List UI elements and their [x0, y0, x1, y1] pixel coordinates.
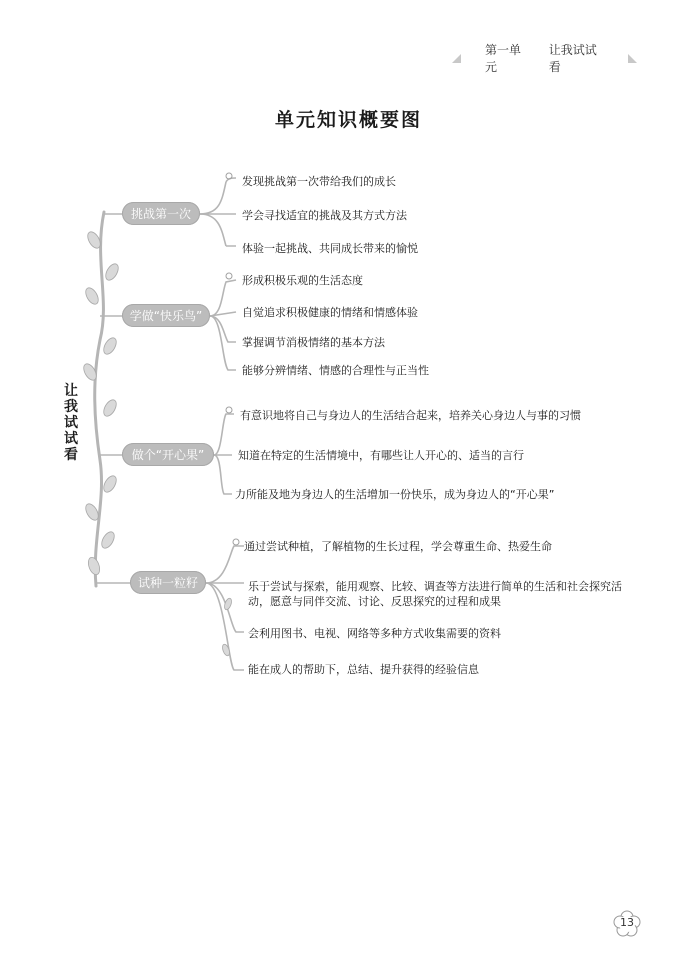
main-vine	[95, 212, 104, 586]
section-box-4: 试种一粒籽	[130, 571, 206, 594]
leaf-icon	[86, 556, 102, 576]
page-number: 13	[620, 916, 634, 929]
leaf-icon	[103, 262, 121, 283]
section-2-item-4: 能够分辨情绪、情感的合理性与正当性	[242, 364, 429, 377]
leaf-icon	[221, 643, 231, 656]
page-title: 单元知识概要图	[274, 109, 422, 131]
item-vine-4-4	[206, 583, 244, 670]
section-4-item-3: 会利用图书、电视、网络等多种方式收集需要的资料	[248, 627, 501, 640]
item-vine-3-1	[214, 414, 234, 455]
section-box-3: 做个“开心果”	[122, 443, 214, 466]
section-box-1: 挑战第一次	[122, 202, 200, 225]
item-vine-3-3	[214, 455, 232, 494]
leaf-icon	[83, 286, 101, 307]
item-vine-2-4	[210, 316, 236, 370]
curl-icon	[233, 539, 239, 545]
leaf-icon	[101, 398, 119, 419]
curl-icon	[226, 407, 232, 413]
item-vine-2-2	[210, 312, 236, 316]
section-3-item-2: 知道在特定的生活情境中，有哪些让人开心的、适当的言行	[238, 449, 524, 462]
item-vine-2-3	[210, 316, 236, 342]
header-unit: 第一单元	[485, 43, 522, 74]
leaf-icon	[101, 474, 119, 495]
section-2-item-2: 自觉追求积极健康的情绪和情感体验	[242, 306, 418, 319]
leaf-icon	[101, 336, 119, 357]
section-3-item-1: 有意识地将自己与身边人的生活结合起来，培养关心身边人与事的习惯	[240, 409, 581, 422]
section-3-item-3: 力所能及地为身边人的生活增加一份快乐，成为身边人的“开心果”	[235, 488, 555, 501]
item-vine-1-3	[200, 214, 236, 246]
section-1-item-1: 发现挑战第一次带给我们的成长	[242, 175, 396, 188]
section-1-item-3: 体验一起挑战、共同成长带来的愉悦	[242, 242, 418, 255]
section-1-item-2: 学会寻找适宜的挑战及其方式方法	[242, 209, 407, 222]
section-4-item-1: 通过尝试种植，了解植物的生长过程，学会尊重生命、热爱生命	[244, 540, 552, 553]
item-vine-4-1	[206, 546, 244, 583]
section-box-2: 学做“快乐鸟”	[122, 304, 210, 327]
section-2-item-3: 掌握调节消极情绪的基本方法	[242, 336, 385, 349]
item-vine-2-1	[210, 280, 236, 316]
leaf-icon	[99, 530, 117, 551]
section-4-item-2: 乐于尝试与探索，能用观察、比较、调查等方法进行简单的生活和社会探究活动，愿意与同伴交流、讨论、反思探究的过程和成果	[248, 580, 622, 608]
section-2-item-1: 形成积极乐观的生活态度	[242, 274, 363, 287]
section-4-item-4: 能在成人的帮助下，总结、提升获得的经验信息	[248, 663, 479, 676]
root-label: 让 我 试 试 看	[64, 383, 78, 463]
curl-icon	[226, 273, 232, 279]
header-lesson: 让我试试看	[548, 43, 597, 74]
item-vine-1-1	[200, 178, 236, 214]
